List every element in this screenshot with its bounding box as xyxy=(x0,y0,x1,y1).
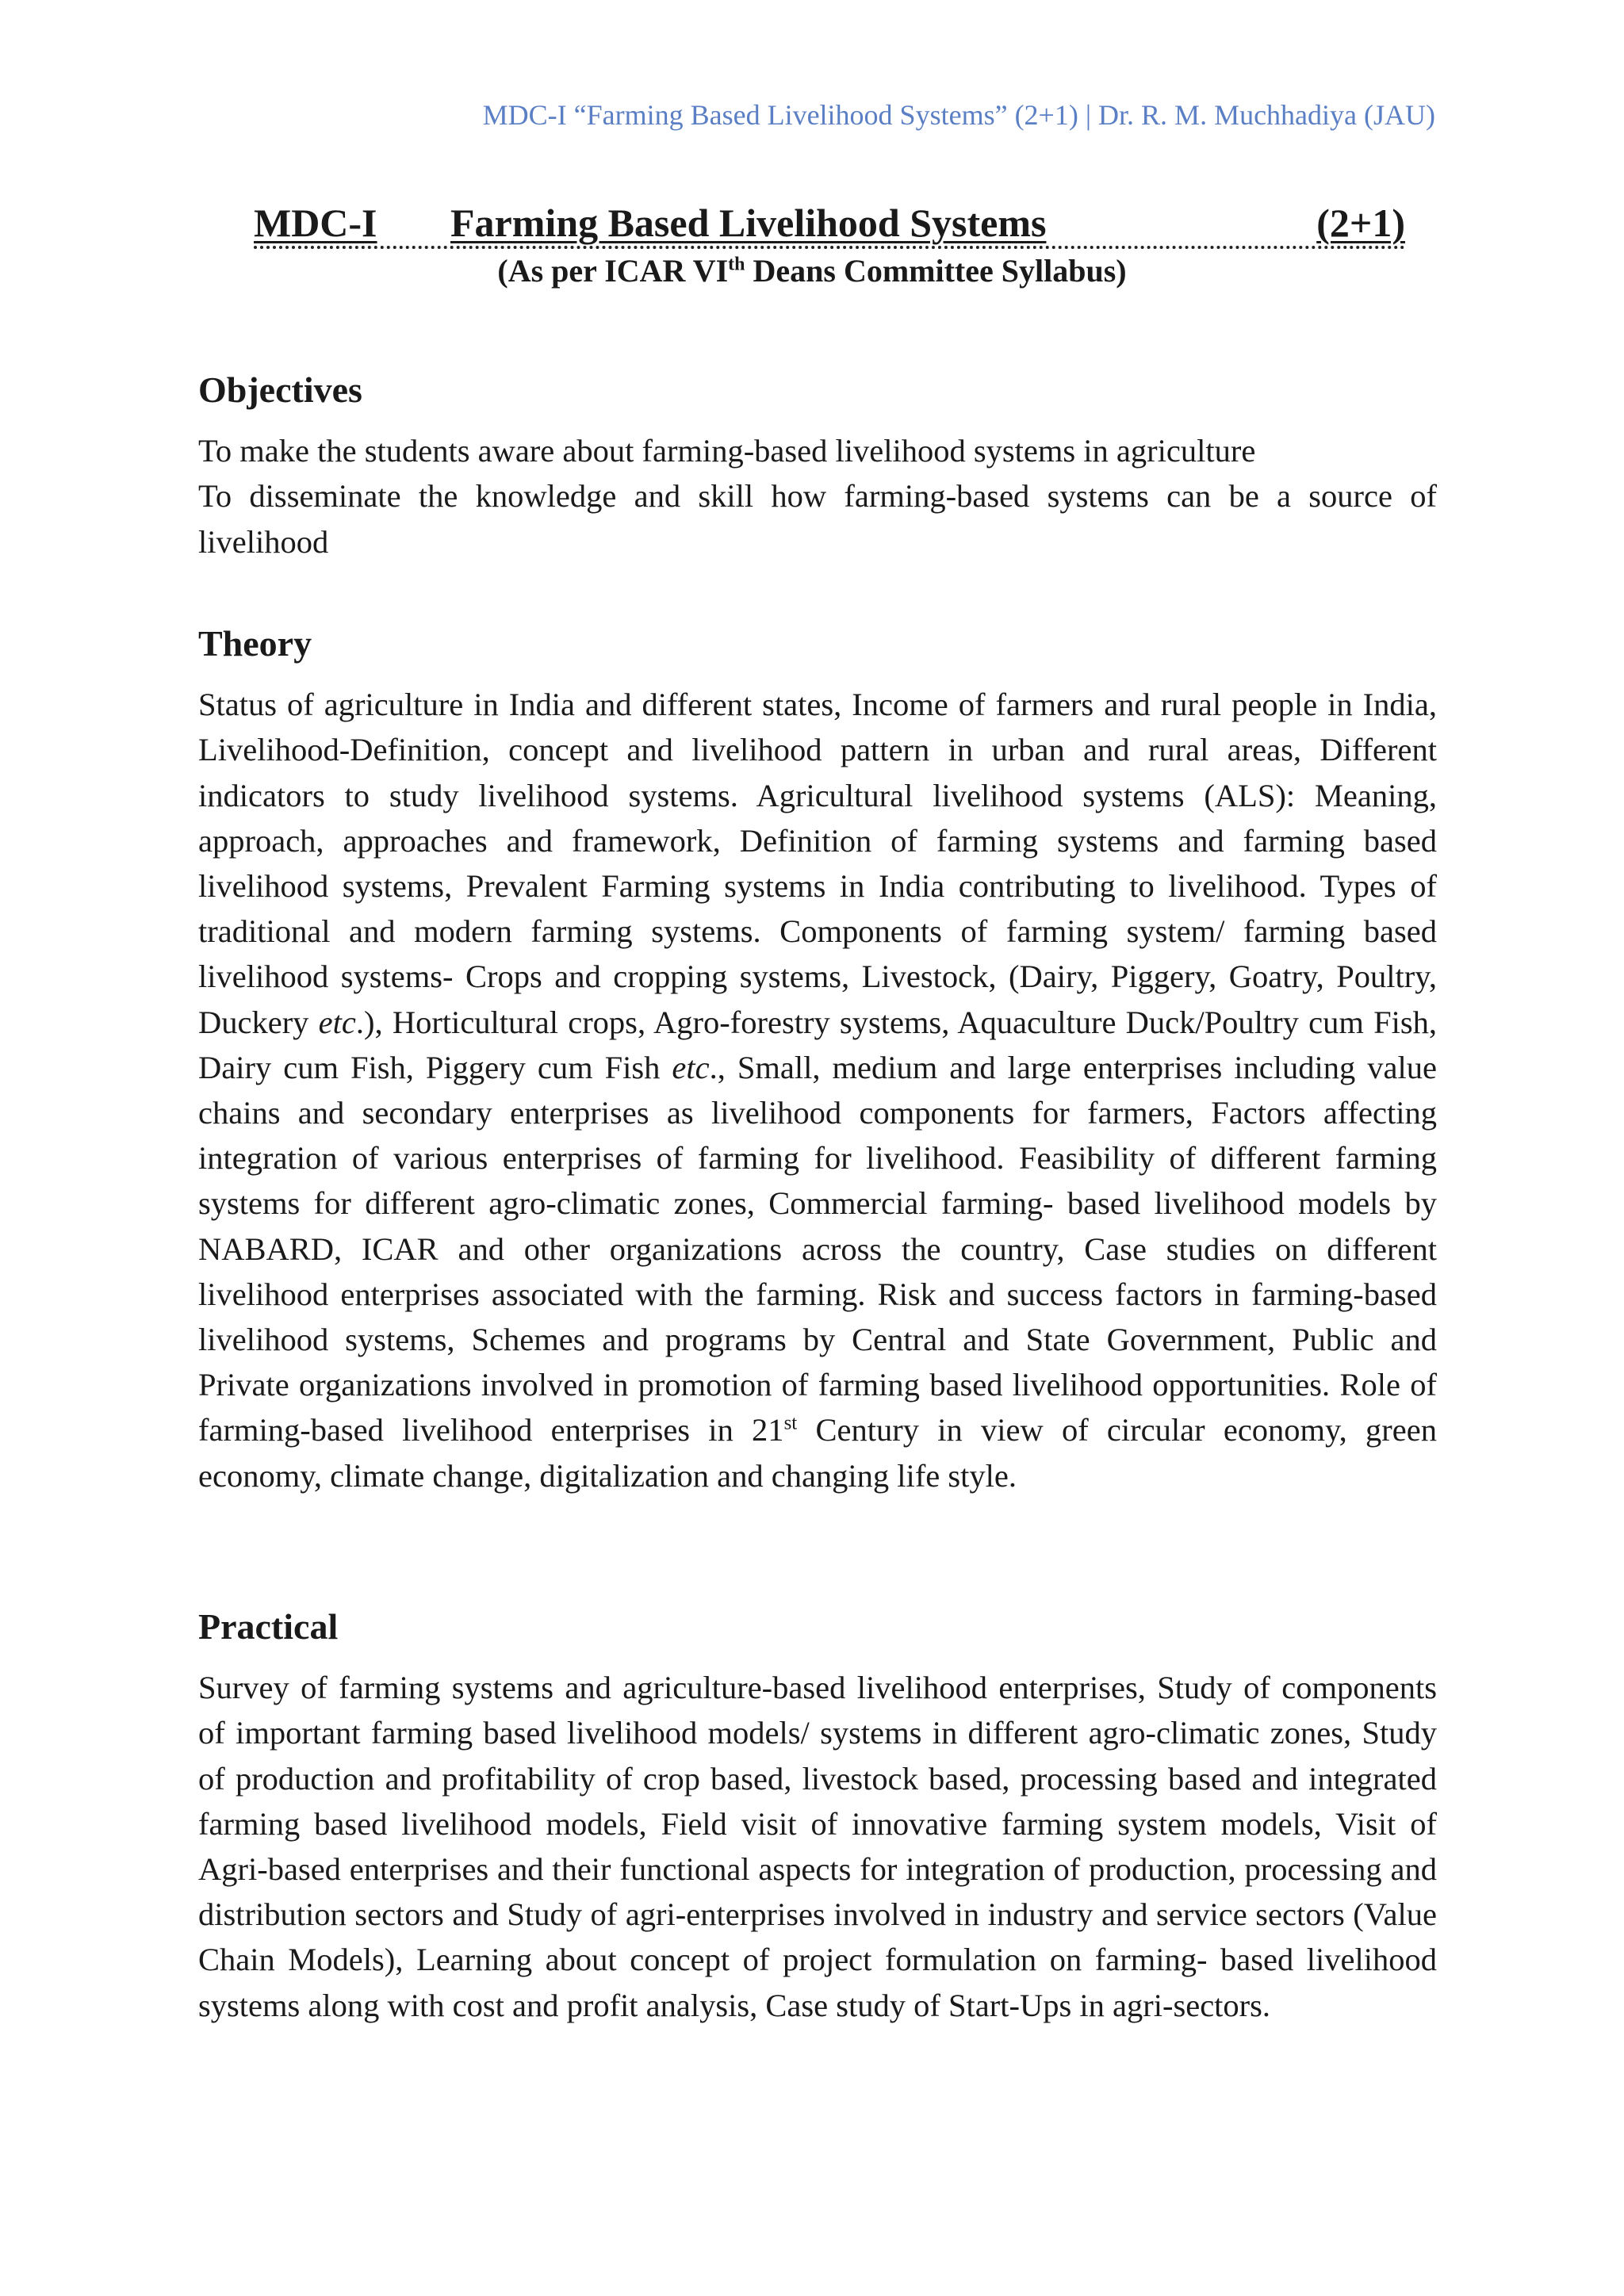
theory-part: .), Horticultural crops, Agro-forestry systems, Aquaculture Duck/Poultry cum Fish, Dairy cum Fish, Piggery cum Fish xyxy=(198,1004,1437,1085)
theory-etc: etc xyxy=(318,1004,356,1040)
theory-part: ., Small, medium and large enterprises including value chains and secondary enterprises as livelihood components for farmers, Factors affecting integration of various enterprises of farming for livelihood. Feasibility of different farming systems for different agro-climatic zones, Commercial farming- based livelihood models by NABARD, ICAR and other organizations across the country, Case studies on different livelihood enterprises associated with the farming. Risk and success factors in farming-based livelihood systems, Schemes and programs by Central and State Government, Public and Private organizations involved in promotion of farming based livelihood opportunities. Role of farming-based livelihood enterprises in 21 xyxy=(198,1049,1437,1448)
course-subtitle xyxy=(0,252,1624,289)
subtitle-pre: (As per ICAR VI xyxy=(497,253,729,289)
theory-etc: etc xyxy=(672,1049,710,1085)
course-code: MDC-I xyxy=(254,201,377,245)
course-name: Farming Based Livelihood Systems xyxy=(450,201,1047,245)
subtitle-post: Deans Committee Syllabus) xyxy=(745,253,1127,289)
theory-part: Century in view of circular economy, green economy, climate change, digitalization and changing life style. xyxy=(198,1412,1437,1494)
practical-section xyxy=(198,1604,1437,2028)
objective-item: To make the students aware about farming-based livelihood systems in agriculture xyxy=(198,433,1256,469)
running-header: MDC-I “Farming Based Livelihood Systems” (2+1) | Dr. R. M. Muchhadiya (JAU) xyxy=(482,99,1435,131)
theory-section xyxy=(198,621,1437,1498)
theory-part: Status of agriculture in India and different states, Income of farmers and rural people in India, Livelihood-Definition, concept and livelihood pattern in urban and rural areas, Different indicators to study livelihood systems. Agricultural livelihood systems (ALS): Meaning, approach, approaches and framework, Definition of farming systems and farming based livelihood systems, Prevalent Farming systems in India contributing to livelihood. Types of traditional and modern farming systems. Components of farming system/ farming based livelihood systems- Crops and cropping systems, Livestock, (Dairy, Piggery, Goatry, Poultry, Duckery xyxy=(198,687,1437,1040)
course-title xyxy=(254,200,1405,249)
title-line xyxy=(254,200,1405,249)
objective-item: To disseminate the knowledge and skill how farming-based systems can be a source of livelihood xyxy=(198,478,1437,560)
practical-text: Survey of farming systems and agriculture-based livelihood enterprises, Study of components of important farming based livelihood models/ systems in different agro-climatic zones, Study of production and profitability of crop based, livestock based, processing based and integrated farming based livelihood models, Field visit of innovative farming system models, Visit of Agri-based enterprises and their functional aspects for integration of production, processing and distribution sectors and Study of agri-enterprises involved in industry and service sectors (Value Chain Models), Learning about concept of project formulation on farming- based livelihood systems along with cost and profit analysis, Case study of Start-Ups in agri-sectors. xyxy=(198,1670,1437,2023)
theory-sup: st xyxy=(783,1412,798,1434)
theory-heading: Theory xyxy=(198,623,312,664)
objectives-heading: Objectives xyxy=(198,369,362,410)
subtitle-sup: th xyxy=(728,254,745,275)
objectives-section xyxy=(198,367,1437,564)
practical-heading: Practical xyxy=(198,1606,339,1647)
theory-text xyxy=(198,682,1437,1498)
course-credits: (2+1) xyxy=(1316,201,1405,245)
